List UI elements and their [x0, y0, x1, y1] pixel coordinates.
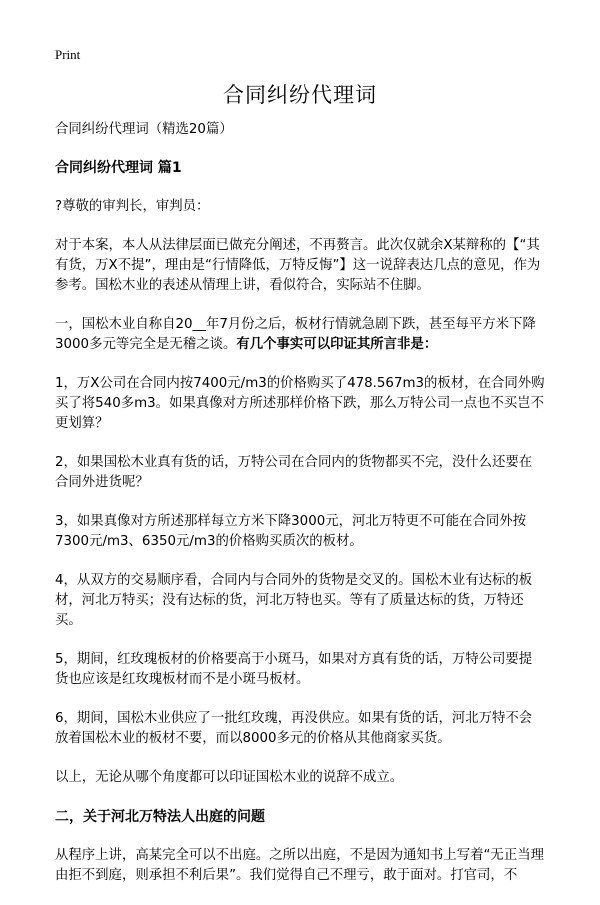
point-one-bold: 有几个事实可以印证其所言非是： [236, 337, 438, 352]
list-item-4: 4，从双方的交易顺序看，合同内与合同外的货物是交叉的。国松木业有达标的板材，河北万特买；没有达标的货，河北万特也买。等有了质量达标的货，万特还买。 [55, 573, 533, 628]
list-item-1: 1，万X公司在合同内按7400元/m3的价格购买了478.567m3的板材，在合同外购买了将540多m3。如果真像对方所述那样价格下跌，那么万特公司一点也不买岂不更划算？ [55, 376, 545, 431]
list-item-5: 5，期间，红玫瑰板材的价格要高于小斑马，如果对方真有货的话，万特公司要提货也应该是红玫瑰板材而不是小斑马板材。 [55, 652, 533, 687]
conclusion-paragraph: 以上，无论从哪个角度都可以印证国松木业的说辞不成立。 [55, 770, 404, 785]
list-item-6: 6，期间，国松木业供应了一批红玫瑰，再没供应。如果有货的话，河北万特不会放着国松木业的板材不要，而以8000多元的价格从其他商家买货。 [55, 711, 533, 746]
page-title: 合同纠纷代理词 [223, 83, 377, 107]
list-item-2: 2，如果国松木业真有货的话，万特公司在合同内的货物都买不完，没什么还要在合同外进货呢？ [55, 455, 533, 490]
document-subtitle: 合同纠纷代理词（精选20篇） [55, 122, 233, 137]
salutation: ?尊敬的审判长，审判员： [55, 199, 210, 214]
section2-paragraph: 从程序上讲，高某完全可以不出庭。之所以出庭，不是因为通知书上写着“无正当理由拒不到庭，则承担不利后果”。我们觉得自己不理亏，敢于面对。打官司，不 [55, 848, 544, 883]
section2-heading: 二，关于河北万特法人出庭的问题 [55, 809, 265, 825]
point-one-text: 一，国松木业自称自20__年7月份之后，板材行情就急剧下跌，甚至每平方米下降3000多元等完全是无稽之谈。 [55, 317, 536, 352]
intro-paragraph: 对于本案，本人从法律层面已做充分阐述，不再赘言。此次仅就余X某辩称的【“其有货，万X不提”，理由是“行情降低，万特反悔”】这一说辞表达几点的意见，作为参考。国松木业的表述从情理上讲，看似符合，实际站不住脚。 [55, 238, 541, 293]
document-body [55, 120, 545, 905]
section1-heading: 合同纠纷代理词 篇1 [55, 160, 182, 176]
list-item-3: 3，如果真像对方所述那样每立方米下降3000元，河北万特更不可能在合同外按7300元/m3、6350元/m3的价格购买质次的板材。 [55, 514, 527, 549]
print-link[interactable]: Print [55, 47, 81, 62]
point-one-paragraph [55, 315, 545, 355]
